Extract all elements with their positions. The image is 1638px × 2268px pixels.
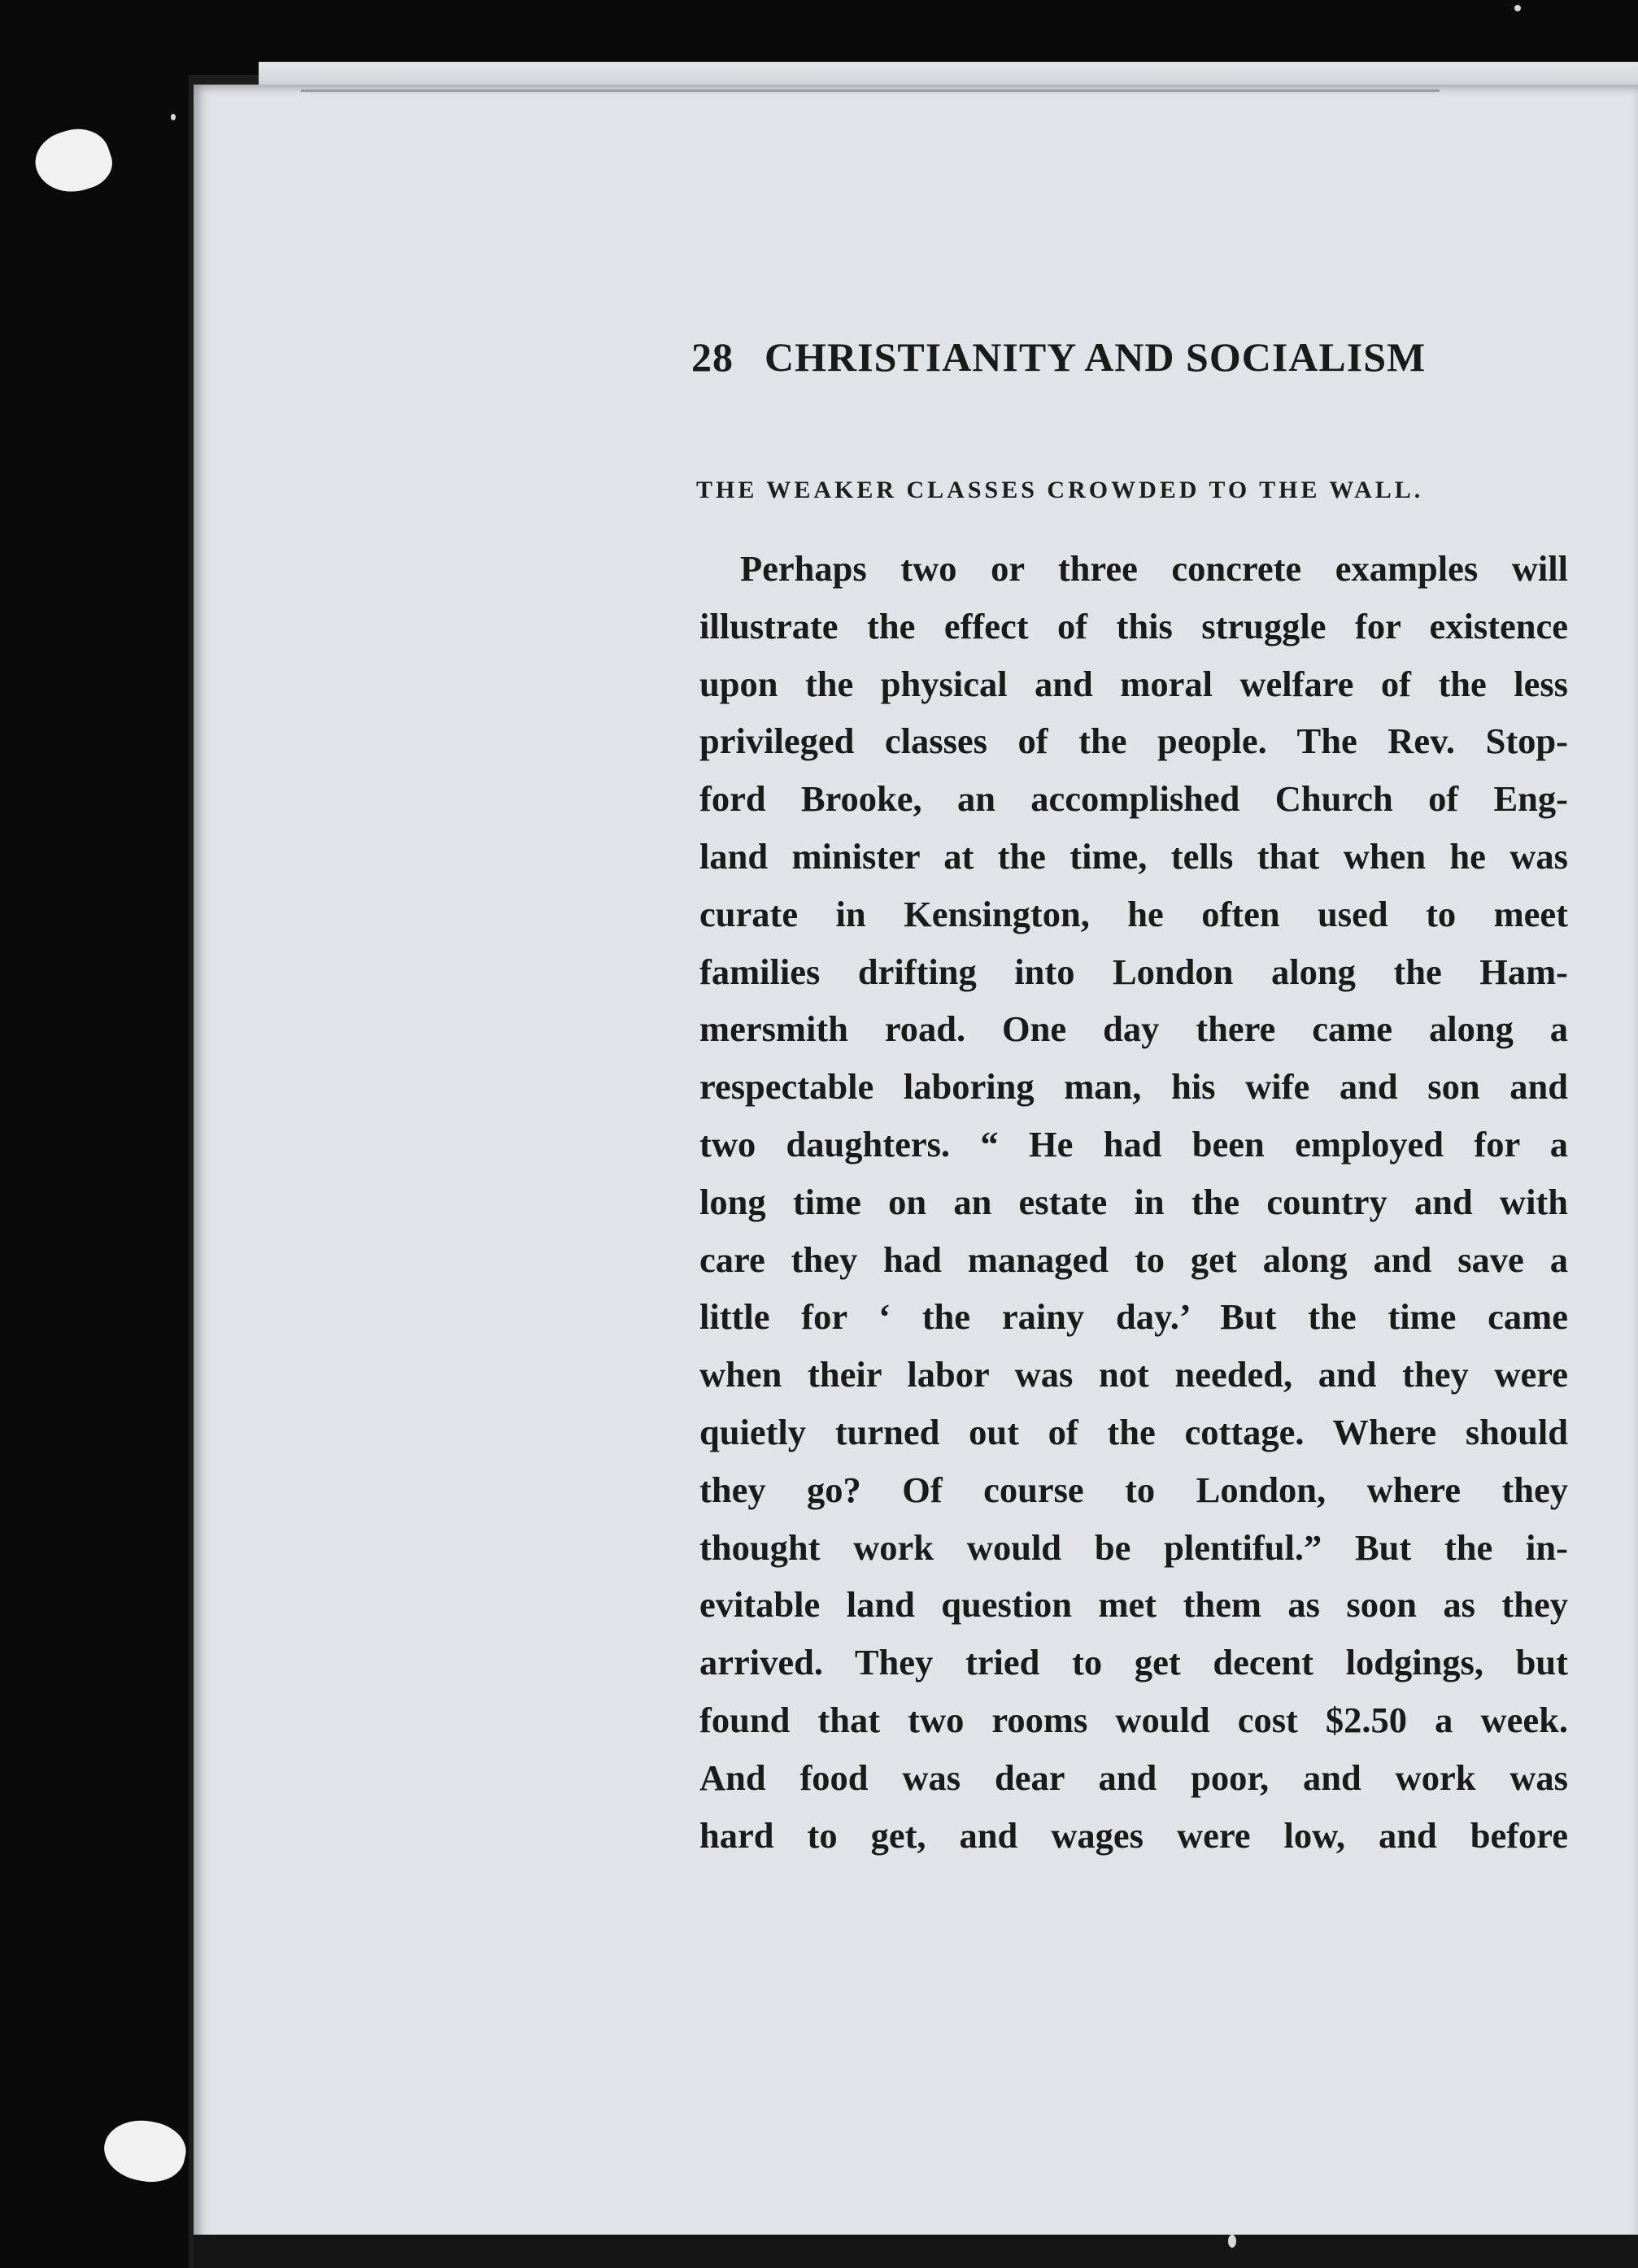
text-line: hard to get, and wages were low, and before bbox=[699, 1814, 1568, 1856]
page-number: 28 bbox=[691, 334, 734, 380]
underlying-page-edge bbox=[259, 62, 1638, 86]
text-line: Perhaps two or three concrete examples will bbox=[740, 548, 1568, 589]
text-line: little for ‘ the rainy day.’ But the time came bbox=[699, 1296, 1568, 1338]
text-line: found that two rooms would cost $2.50 a week. bbox=[699, 1699, 1568, 1740]
running-title: CHRISTIANITY AND SOCIALISM bbox=[765, 334, 1427, 380]
text-line: And food was dear and poor, and work was bbox=[699, 1757, 1568, 1798]
text-line: land minister at the time, tells that when he was bbox=[699, 835, 1568, 877]
text-line: arrived. They tried to get decent lodgings, but bbox=[699, 1642, 1568, 1683]
text-line: ford Brooke, an accomplished Church of Eng- bbox=[699, 778, 1568, 820]
text-line: mersmith road. One day there came along a bbox=[699, 1008, 1568, 1050]
running-header bbox=[691, 333, 1529, 381]
text-line: illustrate the effect of this struggle for existence bbox=[699, 605, 1568, 646]
text-line: they go? Of course to London, where they bbox=[699, 1469, 1568, 1510]
text-line: families drifting into London along the Ham- bbox=[699, 951, 1568, 992]
page-top-edge bbox=[301, 89, 1440, 92]
text-line: quietly turned out of the cottage. Where should bbox=[699, 1411, 1568, 1452]
text-line: two daughters. “ He had been employed for a bbox=[699, 1123, 1568, 1164]
scan-speck bbox=[1228, 2235, 1236, 2248]
text-line: care they had managed to get along and save a bbox=[699, 1238, 1568, 1280]
bottom-border bbox=[194, 2235, 1638, 2268]
text-line: upon the physical and moral welfare of the less bbox=[699, 663, 1568, 704]
text-line: long time on an estate in the country and with bbox=[699, 1181, 1568, 1222]
scan-speck bbox=[1514, 5, 1521, 11]
text-line: privileged classes of the people. The Rev. Stop- bbox=[699, 720, 1568, 762]
section-heading: THE WEAKER CLASSES CROWDED TO THE WALL. bbox=[696, 477, 1424, 503]
text-line: thought work would be plentiful.” But the in- bbox=[699, 1526, 1568, 1568]
body-paragraph bbox=[699, 540, 1568, 1864]
text-line: when their labor was not needed, and they were bbox=[699, 1354, 1568, 1395]
text-line: curate in Kensington, he often used to meet bbox=[699, 893, 1568, 934]
scan-speck bbox=[171, 114, 176, 120]
text-line: respectable laboring man, his wife and son and bbox=[699, 1066, 1568, 1108]
text-line: evitable land question met them as soon as they bbox=[699, 1584, 1568, 1626]
